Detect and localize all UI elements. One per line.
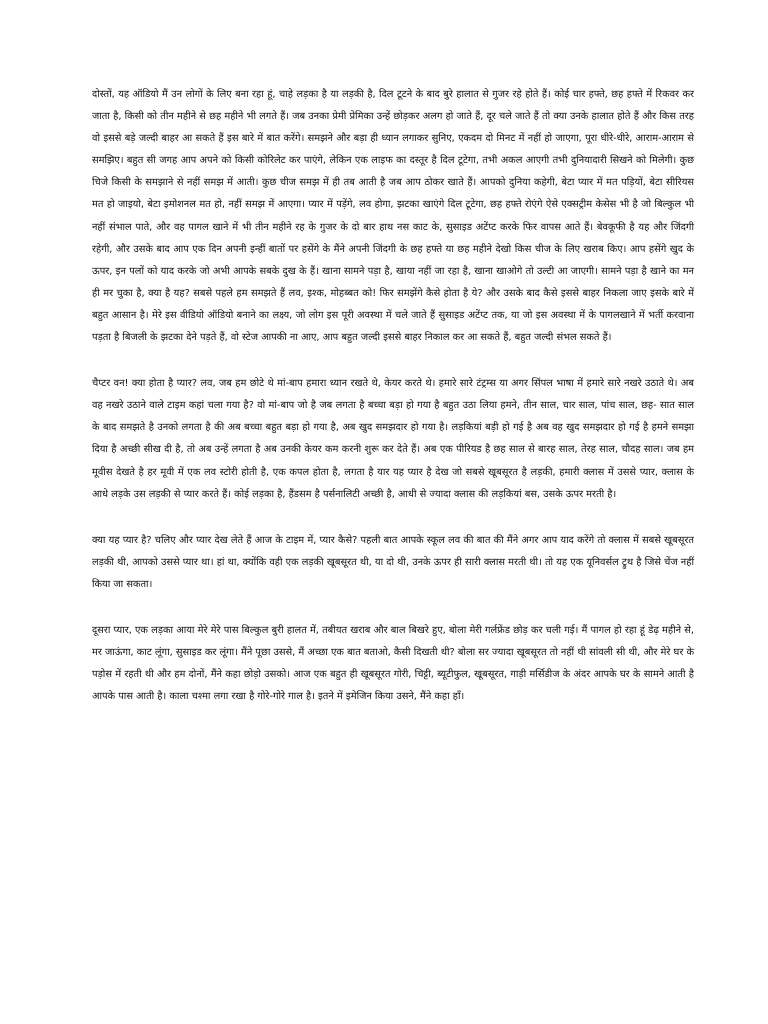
paragraph-second-love: दूसरा प्यार, एक लड़का आया मेरे मेरे पास बिल्कुल बुरी हालत में, तबीयत खराब और बाल बिखरे हुए, बोला मेरी गर्लफ्रेंड छोड़ कर चली गई। मैं पागल हो रहा हूं डेढ़ महीने से, मर जाऊंगा, काट लूंगा, सुसाइड कर लूंगा। मैंने पूछा उससे, मैं अच्छा एक बात बताओ, कैसी दिखती थी? बोला सर ज्यादा खूबसूरत तो नहीं थी सांवली सी थी, और मेरे घर के पड़ोस में रहती थी और हम दोनों, मैंने कहा छोड़ो उसको। आज एक बहुत ही खूबसूरत गोरी, चिट्टी, ब्यूटीफुल, खूबसूरत, गाड़ी मर्सिडीज के अंदर आपके घर के सामने आती है आपके पास आती है। काला चश्मा लगा रखा है गोरे-गोरे गाल है। इतने में इमेजिन किया उसने, मैंने कहा हाँ।	[92, 624, 694, 703]
paragraph-chapter-one: चैप्टर वन! क्या होता है प्यार? लव, जब हम छोटे थे मां-बाप हमारा ध्यान रखते थे, केयर करते थे। हमारे सारे टंट्रम्स या अगर सिंपल भाषा में हमारे सारे नखरे उठाते थे। अब वह नखरे उठाने वाले टाइम कहां चला गया है? वो मां-बाप जो है जब लगता है बच्चा बड़ा हो गया है बहुत उठा लिया हमने, तीन साल, चार साल, पांच साल, छह- सात साल के बाद समझते है उनको लगता है की अब बच्चा बहुत बड़ा हो गया है, अब खुद समझदार हो गया है। लड़कियां बड़ी हो गई है अब वह खुद समझदार हो गई है हमने समझा दिया है अच्छी सीख दी है, तो अब उन्हें लगता है अब उनकी केयर कम करनी शुरू कर देते हैं। अब एक पीरियड है छह साल से बारह साल, तेरह साल, चौदह साल। जब हम मूवीस देखते है हर मूवी में एक लव स्टोरी होती है, एक कपल होता है, लगता है यार यह प्यार है देख जो सबसे खूबसूरत है लड़की, हमारी क्लास में उससे प्यार, क्लास के आधे लड़के उस लड़की से प्यार करते हैं। कोई लड़का है, हैंडसम है पर्सनालिटी अच्छी है, आधी से ज्यादा क्लास की लड़कियां बस, उसके ऊपर मरती है।	[92, 378, 694, 500]
document-page	[92, 84, 694, 732]
paragraph-intro: दोस्तों, यह ऑडियो मैं उन लोगों के लिए बना रहा हूं, चाहे लड़का है या लड़की है, दिल टूटने के बाद बुरे हालात से गुजर रहे होते हैं। कोई चार हफ्ते, छह हफ्ते में रिकवर कर जाता है, किसी को तीन महीने से छह महीने भी लगते हैं। जब उनका प्रेमी प्रेमिका उन्हें छोड़कर अलग हो जाते हैं, दूर चले जाते हैं तो क्या उनके हालात होते हैं और किस तरह वो इससे बड़े जल्दी बाहर आ सकते हैं इस बारे में बात करेंगे। समझने और बड़ा ही ध्यान लगाकर सुनिए, एकदम दो मिनट में नहीं हो जाएगा, पूरा धीरे-धीरे, आराम-आराम से समझिए। बहुत सी जगह आप अपने को किसी कोरिलेट कर पाएंगे, लेकिन एक लाइफ का दस्तूर है दिल टूटेगा, तभी अकल आएगी तभी दुनियादारी सिखने को मिलेगी। कुछ चिजे किसी के समझाने से नहीं समझ में आती। कुछ चीज समझ में ही तब आती है जब आप ठोकर खाते हैं। आपको दुनिया कहेगी, बेटा प्यार में मत पड़ियों, बेटा सीरियस मत हो जाइयो, बेटा इमोशनल मत हो, नहीं समझ में आएगा। प्यार में पड़ेंगे, लव होगा, झटका खाएंगे दिल टूटेगा, छह हफ्ते रोएंगे ऐसे एक्सट्रीम केसेस भी है जो बिल्कुल भी नहीं संभाल पाते, और वह पागल खाने में भी तीन महीने रह के गुजर के दो बार हाथ नस काट के, सुसाइड अटेंप्ट करके फिर वापस आते हैं। बेवकूफी है यह और जिंदगी रहेगी, और उसके बाद आप एक दिन अपनी इन्हीं बातों पर हसेंगे के मैंने अपनी जिंदगी के छह हफ्ते या छह महीने देखो किस चीज के लिए खराब किए। आप हसेंगे खुद के ऊपर, इन पलों को याद करके जो अभी आपके सबके दुख के हैं। खाना सामने पड़ा है, खाया नहीं जा रहा है, खाना खाओगे तो उल्टी आ जाएगी। सामने पड़ा है खाने का मन ही मर चुका है, क्या है यह? सबसे पहले हम समझते हैं लव, इश्क, मोहब्बत को! फिर समझेंगे कैसे होता है ये? और उसके बाद कैसे इससे बाहर निकला जाए इसके बारे में बहुत आसान है। मेरे इस वीडियो ऑडियो बनाने का लक्ष्य, जो लोग इस पूरी अवस्था में चले जाते हैं सुसाइड अटेंप्ट तक, या जो इस अवस्था में के पागलखाने में भर्ती करवाना पड़ता है बिजली के झटका देने पड़ते हैं, वो स्टेज आपकी ना आए, आप बहुत जल्दी इससे बाहर निकाल कर आ सकते हैं, बहुत जल्दी संभल सकते हैं।	[92, 89, 694, 344]
paragraph-what-is-love: क्या यह प्यार है? चलिए और प्यार देख लेते हैं आज के टाइम में, प्यार कैसे? पहली बात आपके स्कूल लव की बात की मैंने अगर आप याद करेंगे तो क्लास में सबसे खूबसूरत लड़की थी, आपको उससे प्यार था। हां था, क्योंकि वही एक लड़की खूबसूरत थी, या दो थी, उनके ऊपर ही सारी क्लास मरती थी। तो यह एक यूनिवर्सल ट्रुथ है जिसे चेंज नहीं किया जा सकता।	[92, 534, 694, 590]
